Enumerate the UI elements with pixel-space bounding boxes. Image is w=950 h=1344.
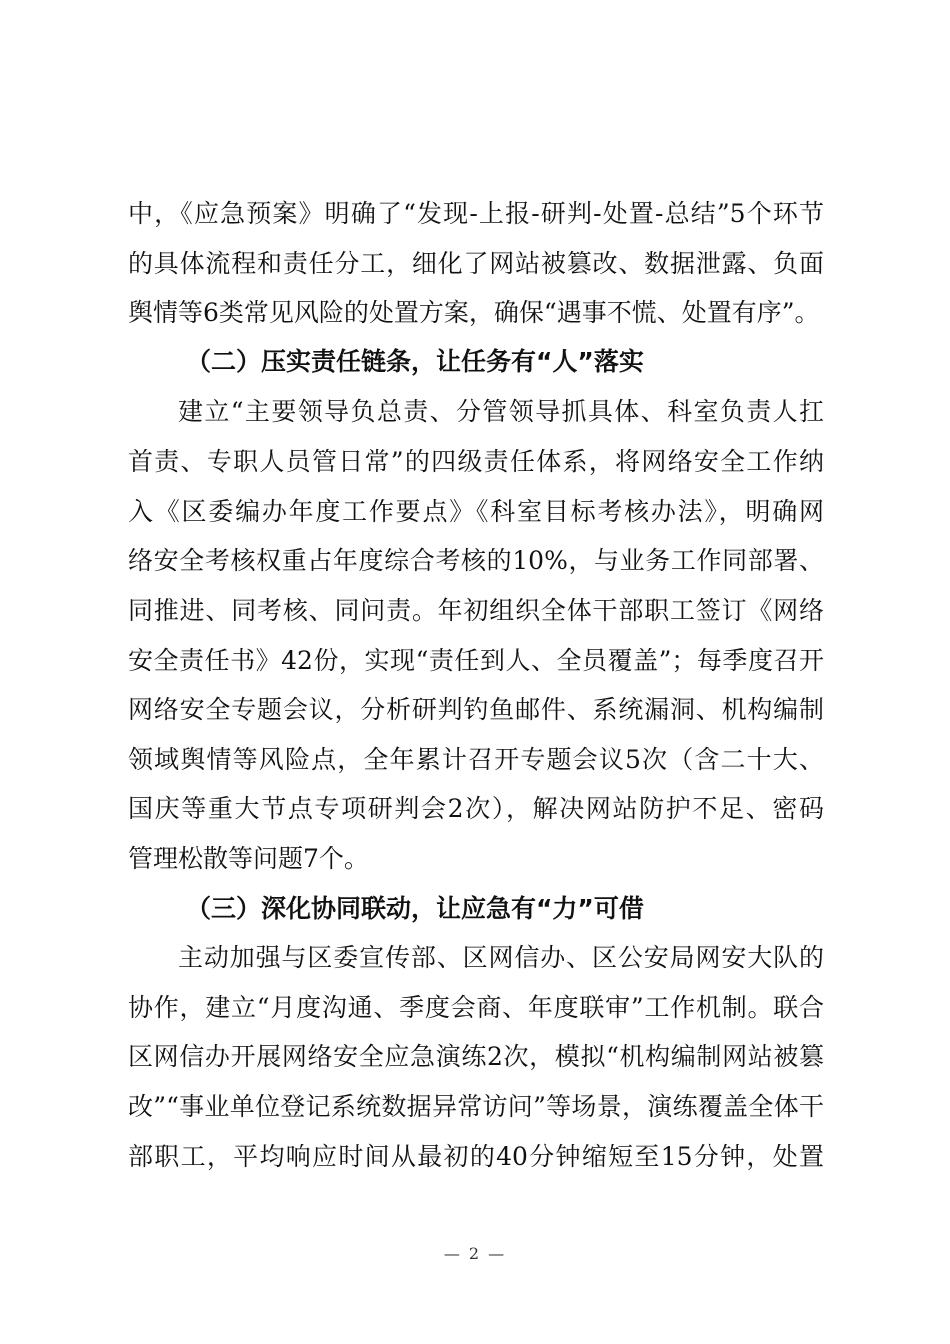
section-heading: （三）深化协同联动，让应急有“力”可借 — [186, 894, 644, 923]
paragraph-line: 络安全考核权重占年度综合考核的10%，与业务工作同部署、 — [128, 546, 824, 575]
paragraph-line: 同推进、同考核、同问责。年初组织全体干部职工签订《网络 — [128, 596, 824, 625]
paragraph-line: 部职工，平均响应时间从最初的40分钟缩短至15分钟，处置 — [128, 1142, 824, 1171]
paragraph-line: 协作，建立“月度沟通、季度会商、年度联审”工作机制。联合 — [128, 993, 824, 1022]
paragraph-line: 入《区委编办年度工作要点》《科室目标考核办法》，明确网 — [128, 497, 824, 526]
paragraph-line: 领域舆情等风险点，全年累计召开专题会议5次（含二十大、 — [128, 745, 824, 774]
paragraph-line: 国庆等重大节点专项研判会2次），解决网站防护不足、密码 — [128, 794, 824, 823]
paragraph-line: 主动加强与区委宣传部、区网信办、区公安局网安大队的 — [178, 943, 824, 972]
paragraph-line: 舆情等6类常见风险的处置方案，确保“遇事不慌、处置有序”。 — [128, 298, 820, 327]
paragraph-line: 改”“事业单位登记系统数据异常访问”等场景，演练覆盖全体干 — [128, 1092, 824, 1121]
paragraph-line: 的具体流程和责任分工，细化了网站被篡改、数据泄露、负面 — [128, 249, 824, 278]
paragraph-line: 区网信办开展网络安全应急演练2次，模拟“机构编制网站被篡 — [128, 1042, 824, 1071]
page-number: — 2 — — [443, 1244, 507, 1263]
paragraph-line: 建立“主要领导负总责、分管领导抓具体、科室负责人扛 — [178, 397, 824, 426]
paragraph-line: 网络安全专题会议，分析研判钓鱼邮件、系统漏洞、机构编制 — [128, 695, 824, 724]
paragraph-line: 管理松散等问题7个。 — [128, 844, 369, 873]
paragraph-line: 首责、专职人员管日常”的四级责任体系，将网络安全工作纳 — [128, 447, 824, 476]
section-heading: （二）压实责任链条，让任务有“人”落实 — [186, 347, 644, 376]
paragraph-line: 安全责任书》42份，实现“责任到人、全员覆盖”；每季度召开 — [128, 646, 824, 675]
paragraph-line: 中，《应急预案》明确了“发现-上报-研判-处置-总结”5个环节 — [128, 199, 824, 228]
